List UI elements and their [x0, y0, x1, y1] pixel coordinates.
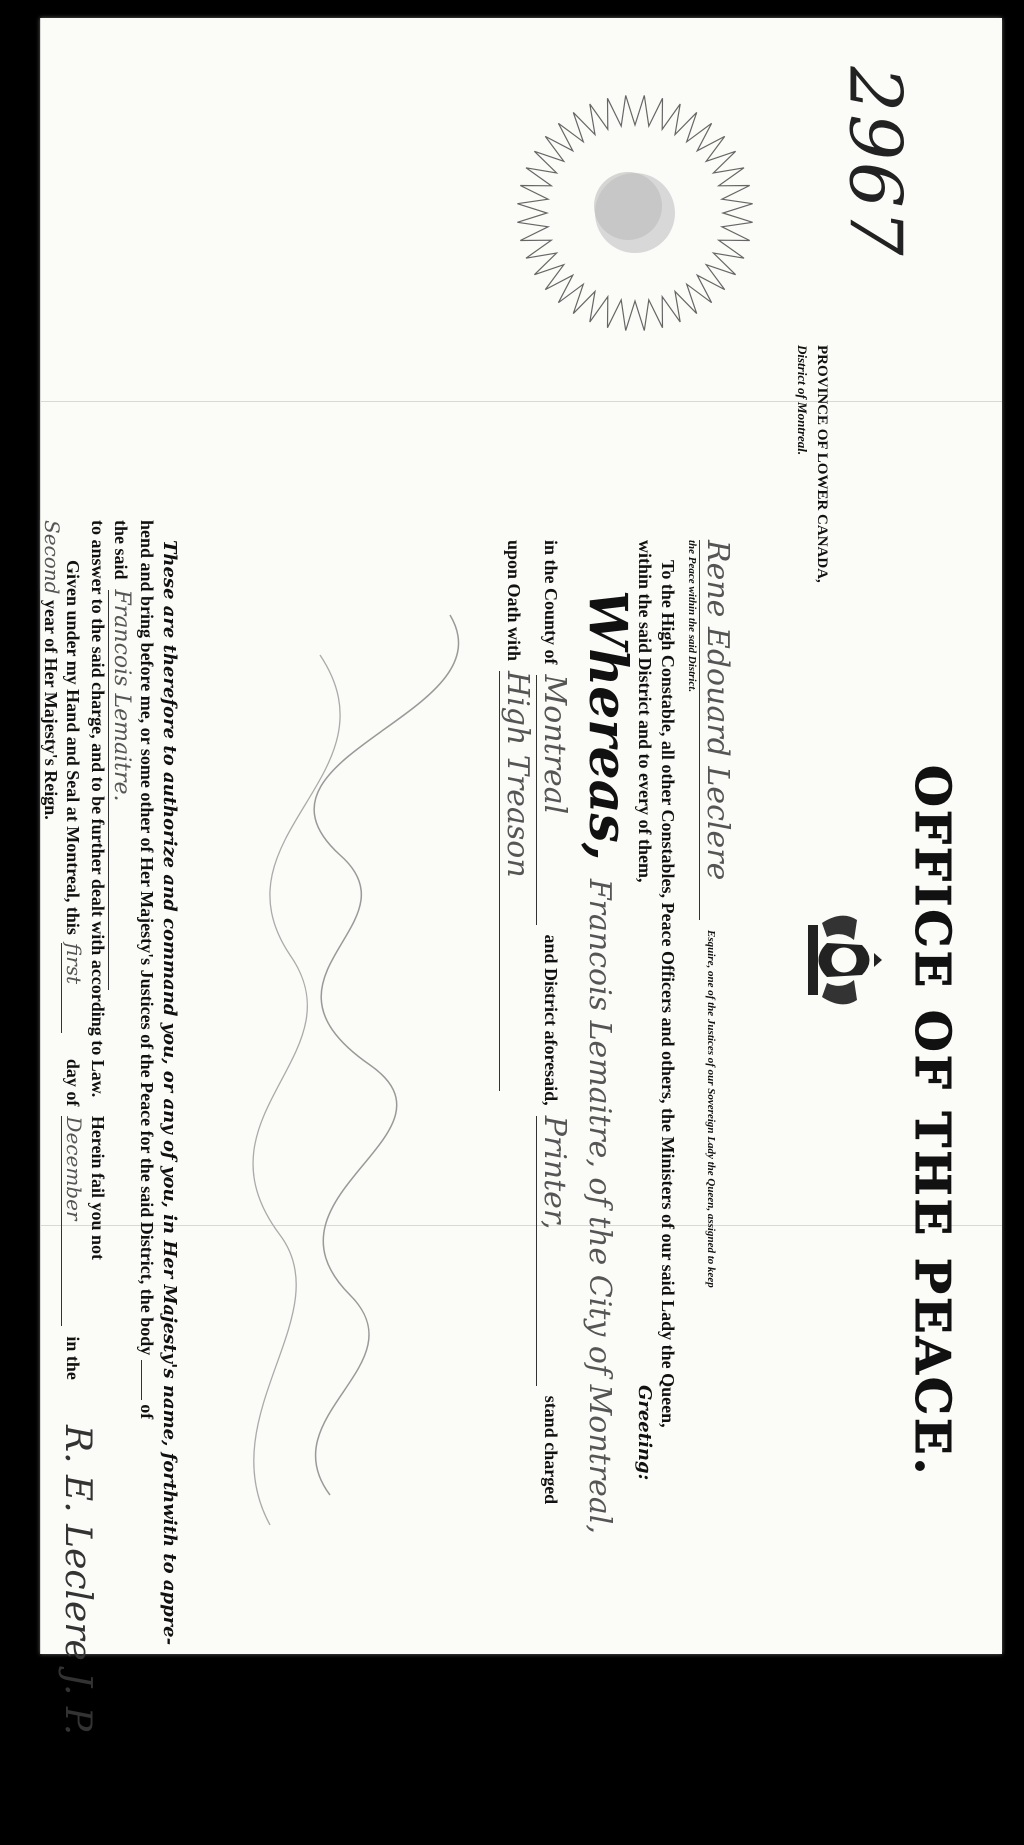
province-label: PROVINCE OF LOWER CANADA,: [814, 345, 830, 583]
regnal-line: [39, 520, 64, 820]
in-the-label: in the: [63, 1336, 83, 1380]
embossed-seal: [510, 88, 760, 338]
warrant-body: [40, 345, 960, 1845]
county-label: in the County of: [541, 540, 561, 665]
oath-line: [499, 540, 535, 1091]
day-word: first: [61, 943, 86, 1033]
command-text-1: These are therefore to authorize and command you, or any of you, in Her Majesty's name, forthwith to appre-: [159, 540, 180, 1646]
esquire-text: Esquire, one of the Justices of our Sovereign Lady the Queen, assigned to keep: [705, 930, 717, 1288]
the-said-label: the said: [111, 520, 131, 580]
body-blank: [141, 1360, 142, 1400]
county-line: [536, 540, 572, 1504]
day-of-label: day of: [63, 1058, 83, 1107]
greeting-text: Greeting:: [634, 1385, 655, 1481]
answer-line: [87, 520, 108, 1260]
catalog-number-text: 2967: [833, 66, 918, 258]
address-line-2: within the said District and to every of them,: [635, 540, 655, 883]
whereas-word: Whereas,: [577, 590, 638, 861]
filler-scribble: [190, 595, 490, 1595]
month-text: December: [61, 1116, 86, 1326]
stand-charged: stand charged: [541, 1395, 561, 1505]
justice-signature: R. E. Leclere J. P.: [57, 1425, 98, 1736]
the-said-line: [108, 520, 134, 990]
whereas-line: [577, 590, 638, 1534]
given-text: Given under my Hand and Seal at Montreal, this: [63, 560, 83, 935]
charge-text: High Treason: [499, 671, 535, 1091]
page-title: OFFICE OF THE PEACE.: [904, 765, 960, 1478]
year-suffix: year of Her Majesty's Reign.: [41, 600, 61, 820]
regnal-year: Second: [40, 520, 64, 595]
occupation: Printer,: [536, 1116, 572, 1386]
body-suffix: of: [137, 1404, 157, 1420]
royal-arms-icon: [802, 905, 882, 1015]
command-line-1: [159, 540, 180, 1645]
county-name: Montreal: [536, 675, 572, 925]
address-line-1: To the High Constable, all other Constables, Peace Officers and others, the Ministers of our said Lady the Queen,: [658, 560, 678, 1428]
catalog-number: [740, 60, 918, 260]
given-line: [61, 560, 86, 1380]
command-text-2: hend and bring before me, or some other of Her Majesty's Justices of the Peace for the said District, the body: [137, 520, 157, 1356]
fold-line: [40, 18, 41, 1654]
upon-oath: upon Oath with: [504, 540, 524, 662]
justice-line: [699, 540, 735, 1288]
command-line-2: [136, 520, 157, 1419]
answer-text: to answer to the said charge, and to be further dealt with according to Law.: [88, 520, 108, 1098]
district-aforesaid: and District aforesaid,: [541, 934, 561, 1106]
justice-name: Rene Edouard Leclere: [699, 540, 735, 920]
district-label: District of Montreal.: [795, 345, 810, 456]
peace-line: the Peace within the said District.: [686, 540, 698, 693]
herein-text: Herein fail you not: [88, 1115, 108, 1260]
accused-short: Francois Lemaitre.: [108, 590, 134, 990]
accused-name: Francois Lemaitre, of the City of Montreal,: [582, 878, 617, 1534]
